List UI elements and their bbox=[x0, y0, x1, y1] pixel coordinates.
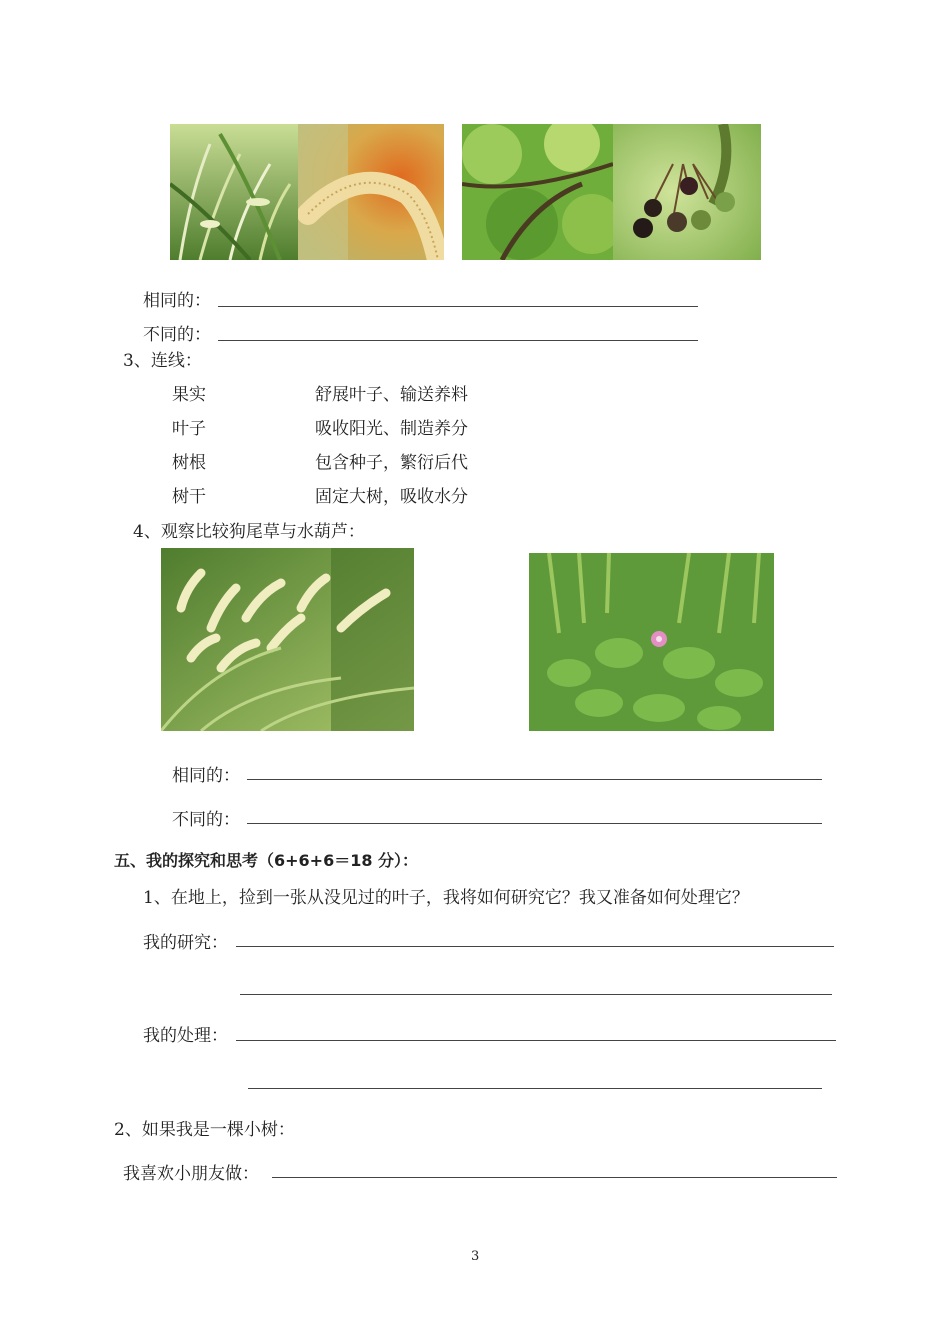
q3-title: 3、连线： bbox=[123, 351, 202, 371]
same-label-top: 相同的： bbox=[143, 291, 211, 311]
photo-foxtail-grass-field bbox=[170, 124, 298, 260]
research-answer-line-1[interactable] bbox=[236, 946, 834, 947]
match-right-item[interactable]: 包含种子，繁衍后代 bbox=[315, 453, 468, 473]
same-label-q4: 相同的： bbox=[172, 766, 240, 786]
photo-tree-canopy bbox=[462, 124, 613, 260]
page-number: 3 bbox=[471, 1249, 480, 1264]
diff-label-top: 不同的： bbox=[143, 325, 211, 345]
like-answer-line[interactable] bbox=[272, 1177, 837, 1178]
handle-answer-line-2[interactable] bbox=[248, 1088, 822, 1089]
match-left-item[interactable]: 果实 bbox=[172, 385, 206, 405]
match-left-item[interactable]: 叶子 bbox=[172, 419, 206, 439]
match-left-item[interactable]: 树干 bbox=[172, 487, 206, 507]
research-label: 我的研究： bbox=[143, 933, 228, 953]
q4-title: 4、观察比较狗尾草与水葫芦： bbox=[133, 522, 365, 542]
section5-q2: 2、如果我是一棵小树： bbox=[114, 1120, 295, 1140]
handle-answer-line-1[interactable] bbox=[236, 1040, 836, 1041]
like-label: 我喜欢小朋友做： bbox=[123, 1164, 259, 1184]
section5-title: 五、我的探究和思考（6+6+6＝18 分）： bbox=[114, 851, 419, 870]
section5-q1: 1、在地上，捡到一张从没见过的叶子，我将如何研究它？我又准备如何处理它？ bbox=[143, 888, 749, 908]
match-right-item[interactable]: 舒展叶子、输送养料 bbox=[315, 385, 468, 405]
photo-berries bbox=[613, 124, 761, 260]
photo-foxtail-autumn bbox=[298, 124, 444, 260]
match-right-item[interactable]: 吸收阳光、制造养分 bbox=[315, 419, 468, 439]
handle-label: 我的处理： bbox=[143, 1026, 228, 1046]
photo-foxtail-grass bbox=[161, 548, 414, 731]
photo-water-hyacinth bbox=[529, 553, 774, 731]
diff-answer-line-top[interactable] bbox=[218, 340, 698, 341]
match-right-item[interactable]: 固定大树，吸收水分 bbox=[315, 487, 468, 507]
diff-answer-line-q4[interactable] bbox=[247, 823, 822, 824]
same-answer-line-top[interactable] bbox=[218, 306, 698, 307]
research-answer-line-2[interactable] bbox=[240, 994, 832, 995]
diff-label-q4: 不同的： bbox=[172, 810, 240, 830]
match-left-item[interactable]: 树根 bbox=[172, 453, 206, 473]
same-answer-line-q4[interactable] bbox=[247, 779, 822, 780]
